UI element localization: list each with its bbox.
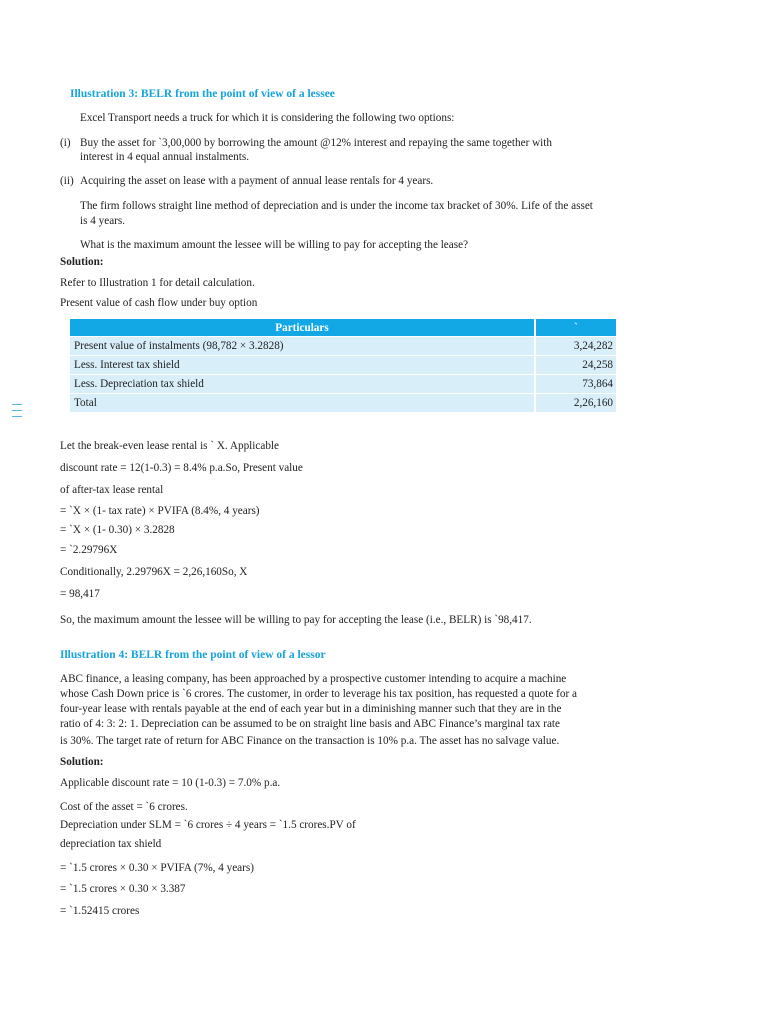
solution-line: Cost of the asset = `6 crores.: [60, 801, 188, 813]
option-ii-number: (ii): [60, 175, 74, 187]
solution-line: Applicable discount rate = 10 (1-0.3) = 7.0% p.a.: [60, 777, 281, 789]
row-label: Present value of instalments (98,782 × 3.2828): [70, 337, 535, 356]
illustration-3-title: Illustration 3: BELR from the point of view of a lessee: [70, 88, 335, 100]
row-label: Total: [70, 394, 535, 413]
solution-line: = `1.5 crores × 0.30 × PVIFA (7%, 4 years): [60, 862, 254, 874]
solution-label-4: Solution:: [60, 756, 104, 768]
calc-line: Conditionally, 2.29796X = 2,26,160So, X: [60, 566, 248, 578]
calc-line: = `2.29796X: [60, 544, 118, 556]
pv-table: [70, 319, 616, 412]
abc-para-line: is 30%. The target rate of return for ABC Finance on the transaction is 10% p.a. The asset has no salvage value.: [60, 735, 560, 747]
pv-heading: Present value of cash flow under buy option: [60, 297, 258, 309]
calc-line: discount rate = 12(1-0.3) = 8.4% p.a.So, Present value: [60, 462, 303, 474]
table-row: [70, 356, 616, 375]
calc-line: Let the break-even lease rental is ` X. Applicable: [60, 440, 279, 452]
abc-para-line: ABC finance, a leasing company, has been approached by a prospective customer intending to acquire a machine: [60, 673, 567, 685]
abc-para-line: ratio of 4: 3: 2: 1. Depreciation can be assumed to be on straight line basis and ABC Finance’s marginal tax rate: [60, 718, 560, 730]
abc-para-line: four-year lease with rentals payable at the end of each year but in a diminishing manner such that they are in the: [60, 703, 562, 715]
row-value: 3,24,282: [535, 337, 616, 356]
solution-line: Depreciation under SLM = `6 crores ÷ 4 years = `1.5 crores.PV of: [60, 819, 356, 831]
table-row: [70, 375, 616, 394]
solution-line: depreciation tax shield: [60, 838, 162, 850]
refer-text: Refer to Illustration 1 for detail calculation.: [60, 277, 255, 289]
calc-line: = `X × (1- 0.30) × 3.2828: [60, 524, 175, 536]
row-value: 24,258: [535, 356, 616, 375]
calc-line: = 98,417: [60, 588, 100, 600]
row-label: Less. Interest tax shield: [70, 356, 535, 375]
row-label: Less. Depreciation tax shield: [70, 375, 535, 394]
illustration-4-title: Illustration 4: BELR from the point of view of a lessor: [60, 649, 326, 661]
assumption-line2: is 4 years.: [80, 215, 126, 227]
amount-header: `: [535, 319, 616, 337]
calc-line: = `X × (1- tax rate) × PVIFA (8.4%, 4 years): [60, 505, 260, 517]
option-i-line1: Buy the asset for `3,00,000 by borrowing the amount @12% interest and repaying the same together with: [80, 137, 552, 149]
calc-line: of after-tax lease rental: [60, 484, 164, 496]
solution-line: = `1.52415 crores: [60, 905, 140, 917]
row-value: 73,864: [535, 375, 616, 394]
illustration-3-intro: Excel Transport needs a truck for which it is considering the following two options:: [80, 112, 455, 124]
solution-line: = `1.5 crores × 0.30 × 3.387: [60, 883, 186, 895]
option-ii-line1: Acquiring the asset on lease with a payment of annual lease rentals for 4 years.: [80, 175, 434, 187]
option-i-line2: interest in 4 equal annual instalments.: [80, 151, 250, 163]
solution-label-3: Solution:: [60, 256, 104, 268]
table-row: [70, 394, 616, 413]
question-text: What is the maximum amount the lessee will be willing to pay for accepting the lease?: [80, 239, 469, 251]
pv-table-header: [70, 319, 616, 337]
option-i-number: (i): [60, 137, 71, 149]
margin-marker-icon: [12, 404, 22, 422]
particulars-header: Particulars: [70, 319, 535, 337]
table-row: [70, 337, 616, 356]
conclusion-text: So, the maximum amount the lessee will be willing to pay for accepting the lease (i.e., BELR) is `98,417.: [60, 614, 532, 626]
abc-para-line: whose Cash Down price is `6 crores. The customer, in order to leverage his tax position, has requested a quote for a: [60, 688, 577, 700]
row-value: 2,26,160: [535, 394, 616, 413]
assumption-line1: The firm follows straight line method of depreciation and is under the income tax bracket of 30%. Life of the asset: [80, 200, 593, 212]
